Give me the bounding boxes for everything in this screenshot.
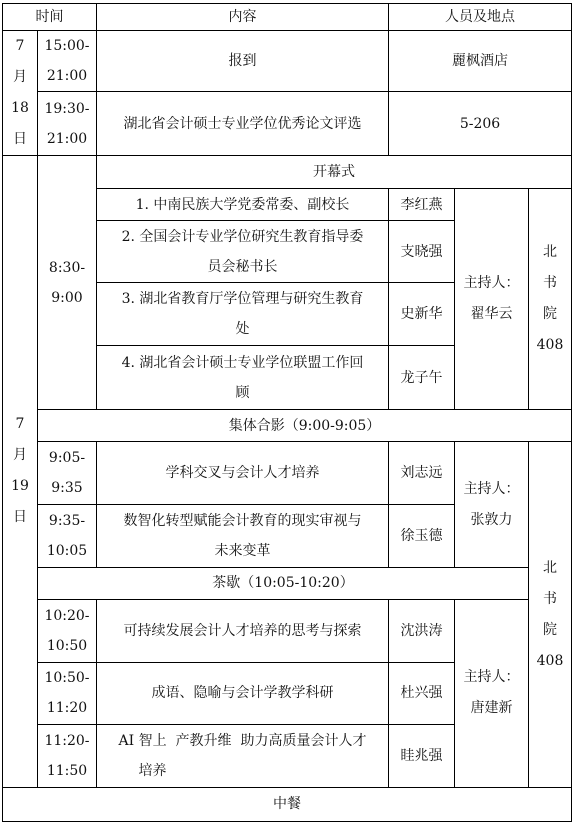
- time-cell: 10:50- 11:20: [38, 662, 97, 724]
- date-cell-day1: 7 月 18 日: [3, 31, 38, 156]
- host-cell-session1: 主持人： 张敦力: [455, 442, 529, 567]
- agenda-item: 成语、隐喻与会计学教学科研: [97, 662, 389, 724]
- time-cell: 15:00- 21:00: [38, 31, 97, 92]
- header-people-place: 人员及地点: [389, 4, 572, 31]
- agenda-item: 4. 湖北省会计硕士专业学位联盟工作回 顾: [97, 346, 389, 410]
- opening-title: 开幕式: [97, 156, 572, 189]
- agenda-item: 数智化转型赋能会计教育的现实审视与 未来变革: [97, 504, 389, 567]
- table-row: [3, 31, 572, 92]
- agenda-item: AI 智上 产教升维 助力高质量会计人才 培养: [97, 724, 389, 787]
- time-cell: 19:30- 21:00: [38, 92, 97, 156]
- speaker-cell: 支晓强: [389, 221, 455, 283]
- place-cell-opening: 北 书 院 408: [529, 189, 572, 410]
- host-cell-opening: 主持人： 翟华云: [455, 189, 529, 410]
- time-cell-opening: 8:30- 9:00: [38, 156, 97, 410]
- host-cell-session2: 主持人： 唐建新: [455, 599, 529, 787]
- place-cell: 麗枫酒店: [389, 31, 572, 92]
- table-row: [3, 442, 572, 504]
- content-cell: 湖北省会计硕士专业学位优秀论文评选: [97, 92, 389, 156]
- agenda-item: 学科交叉与会计人才培养: [97, 442, 389, 504]
- speaker-cell: 徐玉德: [389, 504, 455, 567]
- agenda-item: 2. 全国会计专业学位研究生教育指导委 员会秘书长: [97, 221, 389, 283]
- schedule-table: [2, 3, 572, 822]
- table-row: [3, 156, 572, 189]
- speaker-cell: 李红燕: [389, 189, 455, 221]
- group-photo-row: 集体合影（9:00-9:05）: [38, 410, 572, 442]
- speaker-cell: 沈洪涛: [389, 599, 455, 662]
- lunch-row: 中餐: [3, 787, 572, 821]
- time-cell: 9:05- 9:35: [38, 442, 97, 504]
- speaker-cell: 眭兆强: [389, 724, 455, 787]
- agenda-item: 可持续发展会计人才培养的思考与探索: [97, 599, 389, 662]
- table-row: [3, 599, 572, 662]
- agenda-item: 3. 湖北省教育厅学位管理与研究生教育 处: [97, 283, 389, 346]
- time-cell: 11:20- 11:50: [38, 724, 97, 787]
- time-cell: 9:35- 10:05: [38, 504, 97, 567]
- agenda-item: 1. 中南民族大学党委常委、副校长: [97, 189, 389, 221]
- table-row: [3, 787, 572, 821]
- tea-break-row: 茶歇（10:05-10:20）: [38, 567, 529, 599]
- place-cell: 5-206: [389, 92, 572, 156]
- header-content: 内容: [97, 4, 389, 31]
- time-cell: 10:20- 10:50: [38, 599, 97, 662]
- table-row: [3, 92, 572, 156]
- content-cell: 报到: [97, 31, 389, 92]
- table-header-row: [3, 4, 572, 31]
- date-cell-day2: 7 月 19 日: [3, 156, 38, 788]
- speaker-cell: 刘志远: [389, 442, 455, 504]
- speaker-cell: 杜兴强: [389, 662, 455, 724]
- table-row: [3, 567, 572, 599]
- speaker-cell: 龙子午: [389, 346, 455, 410]
- header-time: 时间: [3, 4, 97, 31]
- place-cell-sessions: 北 书 院 408: [529, 442, 572, 787]
- speaker-cell: 史新华: [389, 283, 455, 346]
- table-row: [3, 410, 572, 442]
